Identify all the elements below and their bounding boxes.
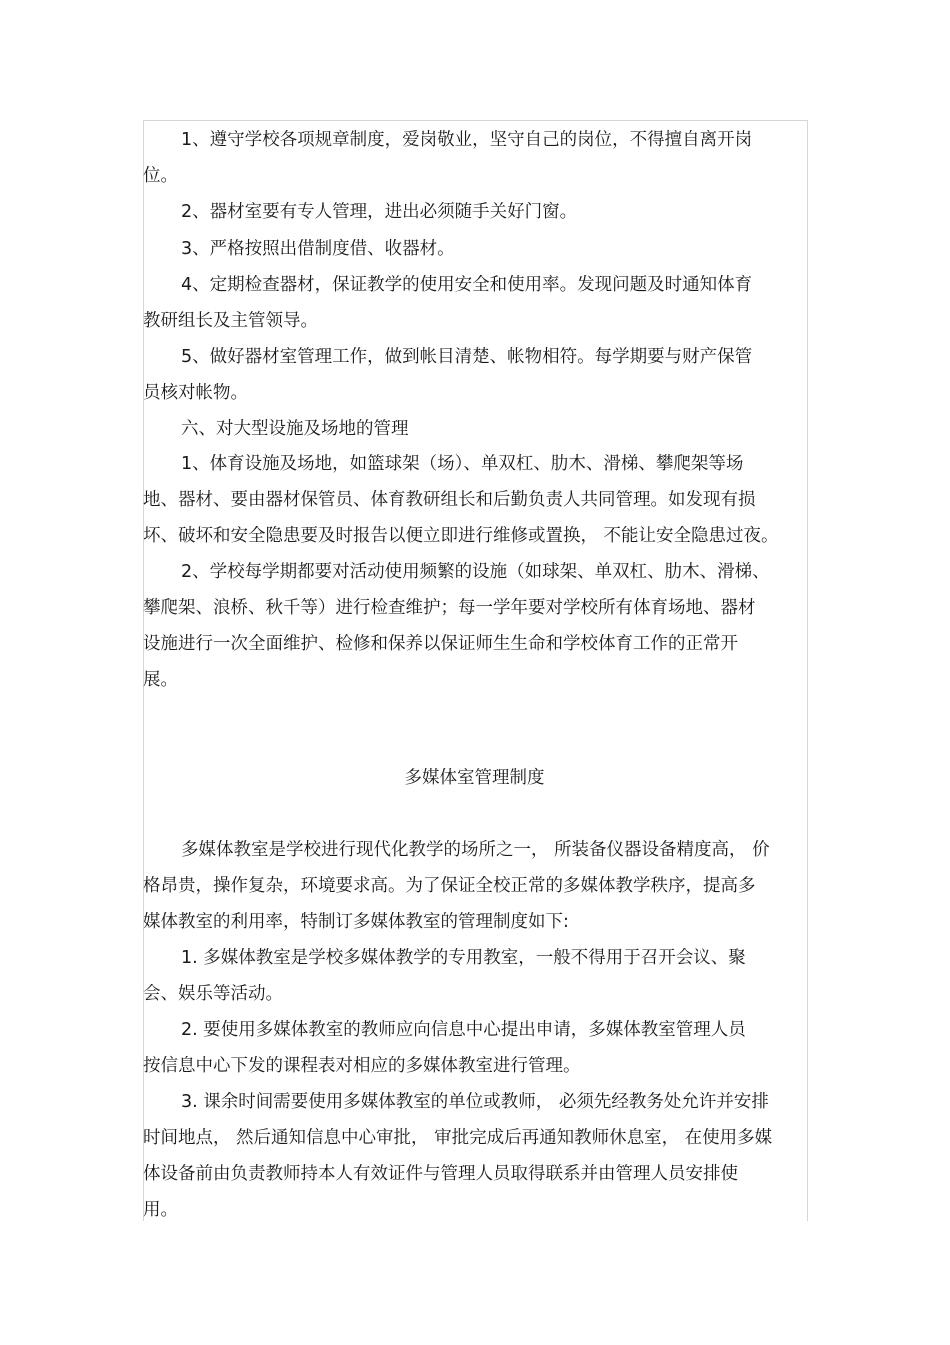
facility-item-1-line-2: 地、器材、要由器材保管员、体育教研组长和后勤负责人共同管理。如发现有损 xyxy=(143,490,756,510)
facility-item-2-line-1: 2、学校每学期都要对活动使用频繁的设施（如球架、单双杠、肋木、滑梯、 xyxy=(181,562,770,582)
rule-5-line-2: 员核对帐物。 xyxy=(143,383,248,403)
multimedia-rule-1-line-2: 会、娱乐等活动。 xyxy=(143,984,283,1004)
multimedia-intro-line-1: 多媒体教室是学校进行现代化教学的场所之一， 所装备仪器设备精度高， 价 xyxy=(181,840,770,860)
multimedia-rule-2-line-1: 2. 要使用多媒体教室的教师应向信息中心提出申请，多媒体教室管理人员 xyxy=(181,1020,746,1040)
multimedia-rule-3-line-3: 体设备前由负责教师持本人有效证件与管理人员取得联系并由管理人员安排使 xyxy=(143,1164,738,1184)
multimedia-rule-3-line-4: 用。 xyxy=(143,1200,178,1220)
facility-item-2-line-3: 设施进行一次全面维护、检修和保养以保证师生生命和学校体育工作的正常开 xyxy=(143,634,738,654)
rule-1-line-2: 位。 xyxy=(143,166,178,186)
rule-5-line-1: 5、做好器材室管理工作，做到帐目清楚、帐物相符。每学期要与财产保管 xyxy=(181,347,753,367)
multimedia-intro-line-2: 格昂贵，操作复杂，环境要求高。为了保证全校正常的多媒体教学秩序，提高多 xyxy=(143,876,756,896)
section-heading-facilities: 六、对大型设施及场地的管理 xyxy=(181,419,409,439)
multimedia-rule-1-line-1: 1. 多媒体教室是学校多媒体教学的专用教室，一般不得用于召开会议、聚 xyxy=(181,948,746,968)
facility-item-1-line-1: 1、体育设施及场地，如篮球架（场）、单双杠、肋木、滑梯、攀爬架等场 xyxy=(181,454,744,474)
rule-3: 3、严格按照出借制度借、收器材。 xyxy=(181,239,455,259)
rule-4-line-1: 4、定期检查器材，保证教学的使用安全和使用率。发现问题及时通知体育 xyxy=(181,275,753,295)
rule-4-line-2: 教研组长及主管领导。 xyxy=(143,311,318,331)
facility-item-2-line-2: 攀爬架、浪桥、秋千等）进行检查维护；每一学年要对学校所有体育场地、器材 xyxy=(143,598,756,618)
facility-item-2-line-4: 展。 xyxy=(143,670,178,690)
facility-item-1-line-3: 坏、破坏和安全隐患要及时报告以便立即进行维修或置换， 不能让安全隐患过夜。 xyxy=(143,526,779,546)
rule-2: 2、器材室要有专人管理，进出必须随手关好门窗。 xyxy=(181,202,578,222)
section-title-multimedia: 多媒体室管理制度 xyxy=(404,768,545,788)
rule-1-line-1: 1、遵守学校各项规章制度，爱岗敬业，坚守自己的岗位，不得擅自离开岗 xyxy=(181,130,753,150)
multimedia-rule-2-line-2: 按信息中心下发的课程表对相应的多媒体教室进行管理。 xyxy=(143,1056,581,1076)
multimedia-rule-3-line-1: 3. 课余时间需要使用多媒体教室的单位或教师， 必须先经教务处允许并安排 xyxy=(181,1092,769,1112)
multimedia-rule-3-line-2: 时间地点， 然后通知信息中心审批， 审批完成后再通知教师休息室， 在使用多媒 xyxy=(143,1128,773,1148)
multimedia-intro-line-3: 媒体教室的利用率，特制订多媒体教室的管理制度如下: xyxy=(143,912,569,932)
